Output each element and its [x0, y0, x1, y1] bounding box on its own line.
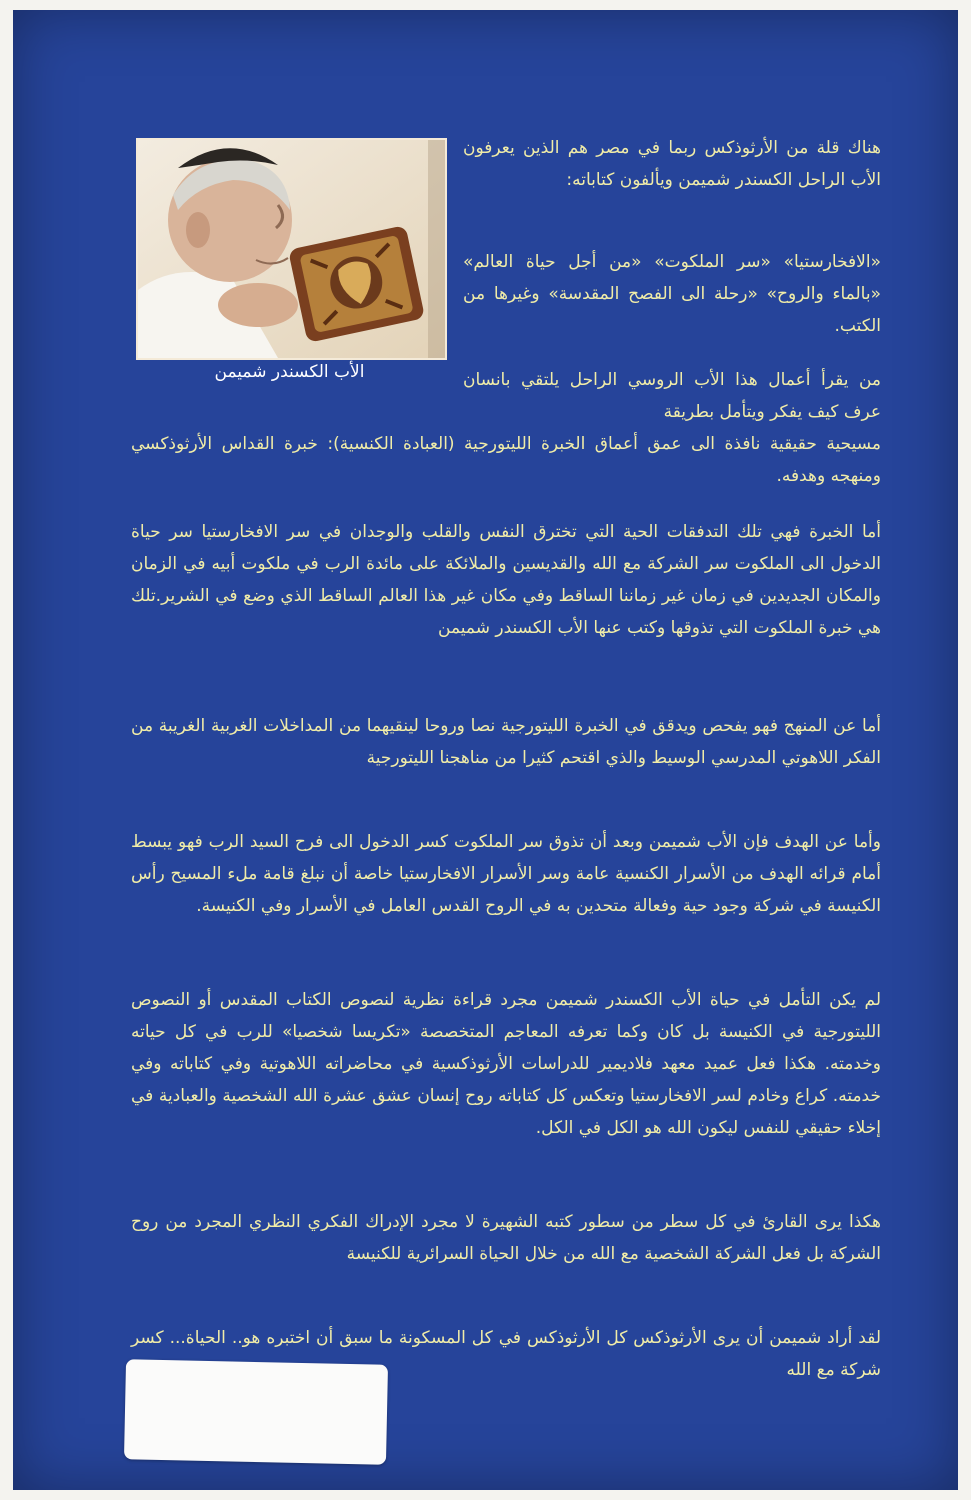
paragraph-intro: هناك قلة من الأرثوذكس ربما في مصر هم الذين يعرفون الأب الراحل الكسندر شميمن ويألفون كتاباته:: [463, 138, 881, 190]
paragraph-goal: وأما عن الهدف فإن الأب شميمن وبعد أن تذوق سر الملكوت كسر الدخول الى فرح السيد الرب فهو يبسط أمام قرائه الهدف من الأسرار الكنسية عامة وسر الأسرار الافخارستيا خاصة أن نبلغ قامة ملء المسيح رأس الكنيسة في شركة وجود حية وفعالة متحدين به في الروح القدس العامل في الأسرار وفي الكنيسة.: [131, 832, 881, 916]
portrait-with-icon: [138, 140, 445, 358]
paragraph-reader-end: مسيحية حقيقية نافذة الى عمق أعماق الخبرة الليتورجية (العبادة الكنسية): خبرة القداس الأرثوذكسي ومنهجه وهدفه.: [131, 434, 881, 486]
paragraph-books: «الافخارستيا» «سر الملكوت» «من أجل حياة العالم» «بالماء والروح» «رحلة الى الفصح المقدسة» وغيرها من الكتب.: [463, 252, 881, 336]
photo-caption: الأب الكسندر شميمن: [214, 362, 365, 382]
paragraph-experience: أما الخبرة فهي تلك التدفقات الحية التي تخترق النفس والقلب والوجدان في سر الافخارستيا سر حياة الدخول الى الملكوت سر الشركة مع الله والقديسين والملائكة على مائدة الرب في ملكوت أبيه في الزمان والمكان الجديدين في زمان غير زماننا الساقط وفي مكان غير هذا العالم الساقط الذي وضع في الشرير.تلك هي خبرة الملكوت التي تذوقها وكتب عنها الأب الكسندر شميمن: [131, 522, 881, 638]
back-cover: [13, 10, 958, 1490]
paragraph-conclusion: لقد أراد شميمن أن يرى الأرثوذكس كل الأرثوذكس في كل المسكونة ما سبق أن اختبره هو.. الحياة... كسر شركة مع الله: [131, 1328, 881, 1380]
paragraph-contemplation: لم يكن التأمل في حياة الأب الكسندر شميمن مجرد قراءة نظرية لنصوص الكتاب المقدس أو النصوص الليتورجية في الكنيسة بل كان وكما تعرفه المعاجم المتخصصة «تكريسا شخصيا» للرب في كل حياته وخدمته. هكذا فعل عميد معهد فلاديمير للدراسات الأرثوذكسية في محاضراته اللاهوتية وفي كتاباته وفي خدمته. كراع وخادم لسر الافخارستيا وتعكس كل كتاباته روح إنسان عشق عشرة الله الشخصية والعبادية في إخلاء حقيقي للنفس ليكون الله هو الكل في الكل.: [131, 990, 881, 1138]
paragraph-reader-sees: هكذا يرى القارئ في كل سطر من سطور كتبه الشهيرة لا مجرد الإدراك الفكري النظري المجرد من روح الشركة بل فعل الشركة الشخصية مع الله من خلال الحياة السرائرية للكنيسة: [131, 1212, 881, 1264]
author-photo: [136, 138, 447, 360]
paragraph-reader-start: من يقرأ أعمال هذا الأب الروسي الراحل يلتقي بانسان عرف كيف يفكر ويتأمل بطريقة: [463, 370, 881, 422]
price-sticker: [124, 1359, 388, 1464]
paragraph-method: أما عن المنهج فهو يفحص ويدقق في الخبرة الليتورجية نصا وروحا لينقيهما من المداخلات الغربية الغريبة من الفكر اللاهوتي المدرسي الوسيط والذي اقتحم كثيرا من مناهجنا الليتورجية: [131, 716, 881, 768]
